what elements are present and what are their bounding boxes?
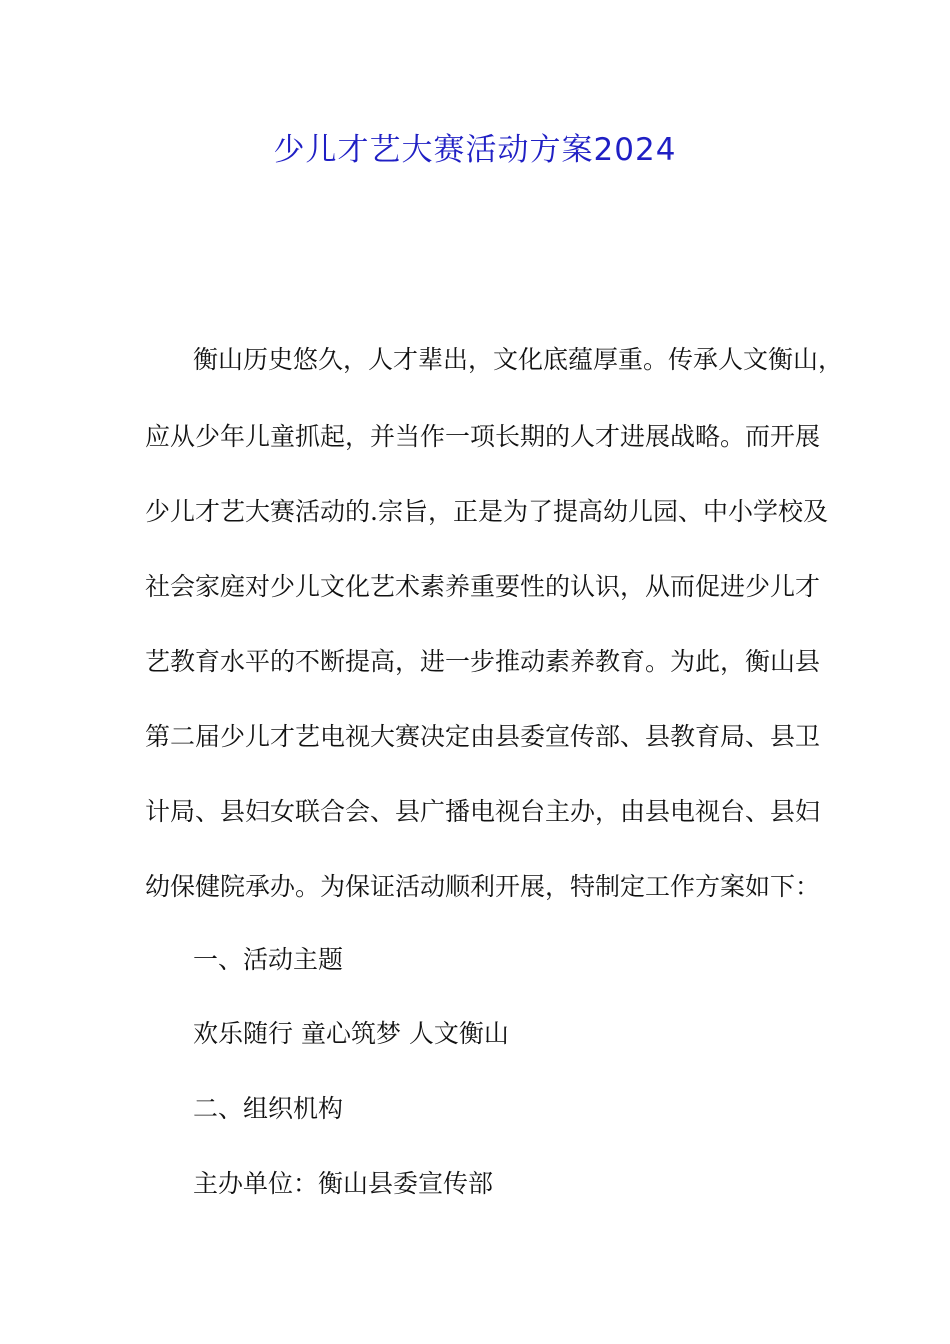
section-heading-organization: 二、组织机构 (193, 1094, 344, 1123)
paragraph-line: 幼保健院承办。为保证活动顺利开展，特制定工作方案如下： (145, 872, 821, 901)
paragraph-line: 少儿才艺大赛活动的.宗旨，正是为了提高幼儿园、中小学校及 (145, 497, 828, 526)
document-title: 少儿才艺大赛活动方案2024 (273, 132, 677, 168)
paragraph-line: 艺教育水平的不断提高，进一步推动素养教育。为此，衡山县 (145, 647, 821, 676)
paragraph-line: 应从少年儿童抓起，并当作一项长期的人才进展战略。而开展 (145, 422, 821, 451)
paragraph-line: 衡山历史悠久，人才辈出，文化底蕴厚重。传承人文衡山， (193, 345, 844, 374)
activity-theme-text: 欢乐随行 童心筑梦 人文衡山 (193, 1019, 509, 1048)
section-heading-theme: 一、活动主题 (193, 945, 344, 974)
paragraph-line: 计局、县妇女联合会、县广播电视台主办，由县电视台、县妇 (145, 797, 821, 826)
paragraph-line: 第二届少儿才艺电视大赛决定由县委宣传部、县教育局、县卫 (145, 722, 821, 751)
organizer-line: 主办单位：衡山县委宣传部 (193, 1169, 494, 1198)
paragraph-line: 社会家庭对少儿文化艺术素养重要性的认识，从而促进少儿才 (145, 572, 821, 601)
